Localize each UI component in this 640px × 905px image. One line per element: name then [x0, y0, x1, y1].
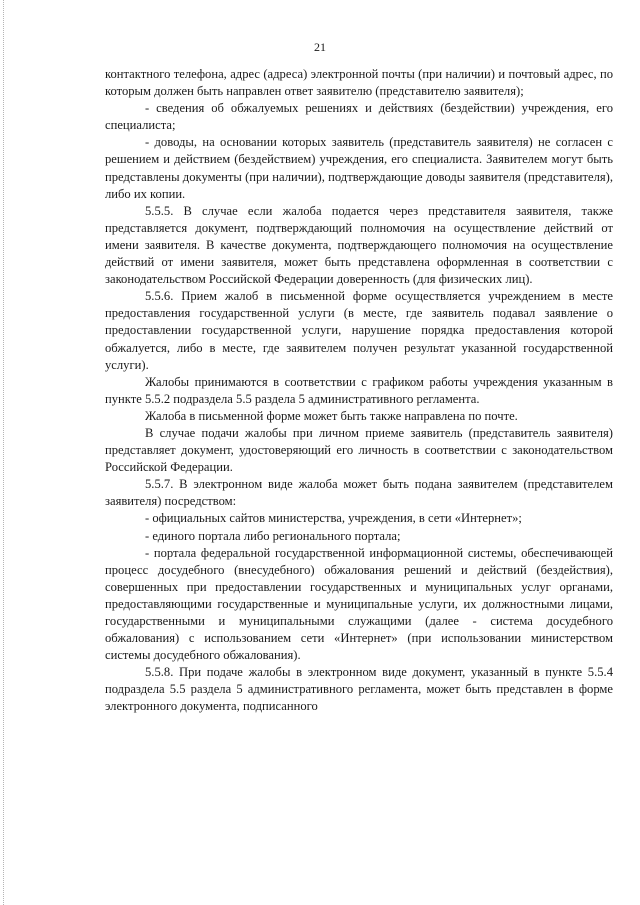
- paragraph-2: - сведения об обжалуемых решениях и действиях (бездействии) учреждения, его специалиста;: [105, 101, 613, 133]
- paragraph-9: 5.5.7. В электронном виде жалоба может быть подана заявителем (представителем заявителя) посредством:: [105, 477, 613, 509]
- document-body: [105, 66, 613, 716]
- page-number: 21: [314, 40, 326, 54]
- page-edge-divider: [3, 0, 4, 905]
- paragraph-11: - единого портала либо регионального портала;: [145, 528, 401, 543]
- paragraph-13: 5.5.8. При подаче жалобы в электронном виде документ, указанный в пункте 5.5.4 подраздела 5.5 раздела 5 административного регламента, может быть представлен в форме электронного документа, подписанного: [105, 665, 613, 714]
- paragraph-1: контактного телефона, адрес (адреса) электронной почты (при наличии) и почтовый адрес, по которым должен быть направлен ответ заявителю (представителю заявителя);: [105, 67, 613, 99]
- paragraph-5: 5.5.6. Прием жалоб в письменной форме осуществляется учреждением в месте предоставления государственной услуги (в месте, где заявитель подавал заявление о предоставлении государственной услуги, нарушение порядка предоставления которой обжалуется, либо в месте, где заявителем получен результат указанной государственной услуги).: [105, 289, 613, 372]
- paragraph-4: 5.5.5. В случае если жалоба подается через представителя заявителя, также представляется документ, подтверждающий полномочия на осуществление действий от имени заявителя. В качестве документа, подтверждающего полномочия на осуществление действий от имени заявителя, может быть представлена оформленная в соответствии с законодательством Российской Федерации доверенность (для физических лиц).: [105, 203, 613, 287]
- paragraph-3: - доводы, на основании которых заявитель (представитель заявителя) не согласен с решением и действием (бездействием) учреждения, его специалиста. Заявителем могут быть представлены документы (при наличии), подтверждающие доводы заявителя (представителя), либо их копии.: [105, 135, 613, 201]
- paragraph-10: - официальных сайтов министерства, учреждения, в сети «Интернет»;: [145, 511, 522, 526]
- paragraph-12: - портала федеральной государственной информационной системы, обеспечивающей процесс досудебного (внесудебного) обжалования решений и действий (бездействия), совершенных при предоставлении государственных и муниципальных услуг органами, предоставляющими государственные и муниципальные услуги, их должностными лицами, государственными и муниципальными служащими (далее - система досудебного обжалования) с использованием сети «Интернет» (при использовании министерством системы досудебного обжалования).: [105, 545, 613, 663]
- paragraph-7: Жалоба в письменной форме может быть также направлена по почте.: [145, 408, 518, 423]
- paragraph-8: В случае подачи жалобы при личном приеме заявитель (представитель заявителя) представляет документ, удостоверяющий его личность в соответствии с законодательством Российской Федерации.: [105, 425, 613, 475]
- paragraph-6: Жалобы принимаются в соответствии с графиком работы учреждения указанным в пункте 5.5.2 подраздела 5.5 раздела 5 административного регламента.: [105, 374, 613, 406]
